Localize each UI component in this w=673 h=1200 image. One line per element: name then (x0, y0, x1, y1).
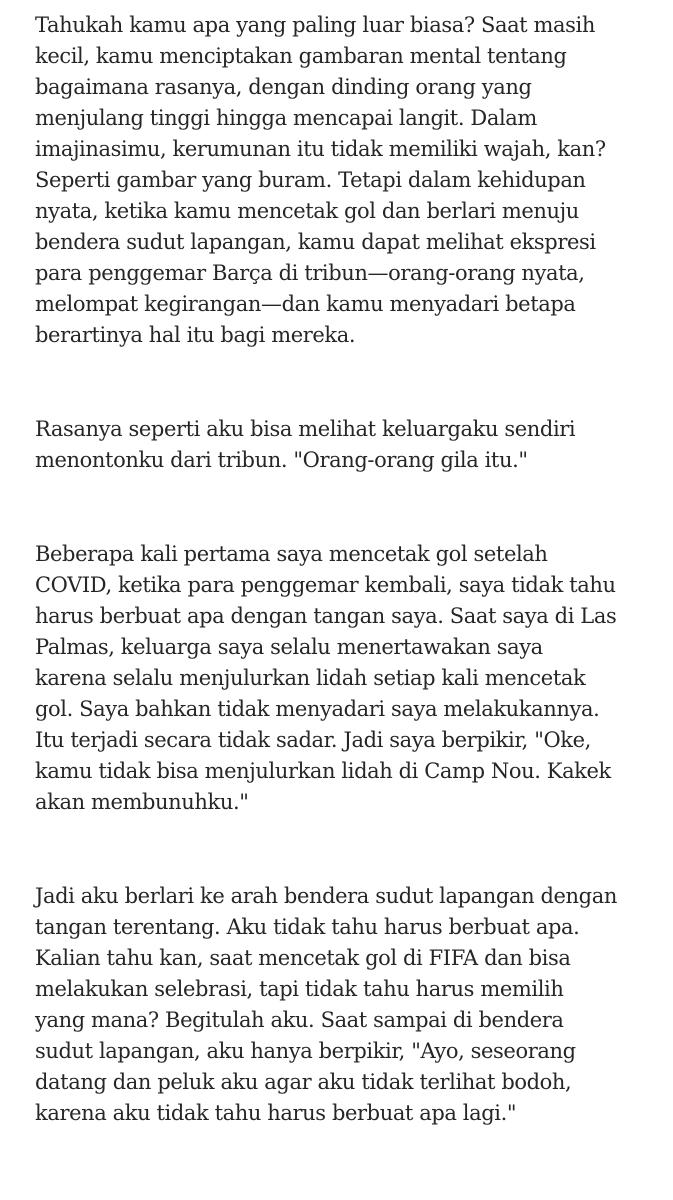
text-line: Tahukah kamu apa yang paling luar biasa? Saat masih (35, 13, 595, 37)
paragraph (35, 414, 659, 476)
text-line: yang mana? Begitulah aku. Saat sampai di bendera (35, 1008, 564, 1032)
text-line: nyata, ketika kamu mencetak gol dan berlari menuju (35, 199, 579, 223)
text-line: Jadi aku berlari ke arah bendera sudut lapangan dengan (35, 884, 617, 908)
text-line: Beberapa kali pertama saya mencetak gol setelah (35, 542, 548, 566)
paragraph (35, 539, 659, 818)
text-line: kamu tidak bisa menjulurkan lidah di Camp Nou. Kakek (35, 759, 611, 783)
text-line: melakukan selebrasi, tapi tidak tahu harus memilih (35, 977, 564, 1001)
text-line: sudut lapangan, aku hanya berpikir, "Ayo, seseorang (35, 1039, 576, 1063)
text-line: bendera sudut lapangan, kamu dapat melihat ekspresi (35, 230, 596, 254)
paragraph (35, 10, 659, 351)
text-line: menontonku dari tribun. "Orang-orang gila itu." (35, 448, 528, 472)
text-line: Palmas, keluarga saya selalu menertawakan saya (35, 635, 543, 659)
text-line: Rasanya seperti aku bisa melihat keluargaku sendiri (35, 417, 576, 441)
text-line: menjulang tinggi hingga mencapai langit. Dalam (35, 106, 537, 130)
text-line: imajinasimu, kerumunan itu tidak memiliki wajah, kan? (35, 137, 606, 161)
paragraph (35, 881, 659, 1129)
text-line: tangan terentang. Aku tidak tahu harus berbuat apa. (35, 915, 580, 939)
text-line: COVID, ketika para penggemar kembali, saya tidak tahu (35, 573, 616, 597)
text-line: karena selalu menjulurkan lidah setiap kali mencetak (35, 666, 586, 690)
text-line: para penggemar Barça di tribun—orang-orang nyata, (35, 261, 585, 285)
text-line: gol. Saya bahkan tidak menyadari saya melakukannya. (35, 697, 600, 721)
text-line: bagaimana rasanya, dengan dinding orang yang (35, 75, 532, 99)
text-line: Seperti gambar yang buram. Tetapi dalam kehidupan (35, 168, 586, 192)
text-line: karena aku tidak tahu harus berbuat apa lagi." (35, 1101, 517, 1125)
text-line: harus berbuat apa dengan tangan saya. Saat saya di Las (35, 604, 617, 628)
text-line: kecil, kamu menciptakan gambaran mental tentang (35, 44, 567, 68)
text-line: Kalian tahu kan, saat mencetak gol di FIFA dan bisa (35, 946, 571, 970)
text-line: akan membunuhku." (35, 790, 249, 814)
text-line: melompat kegirangan—dan kamu menyadari betapa (35, 292, 576, 316)
text-line: berartinya hal itu bagi mereka. (35, 323, 356, 347)
text-line: Itu terjadi secara tidak sadar. Jadi saya berpikir, "Oke, (35, 728, 591, 752)
text-line: datang dan peluk aku agar aku tidak terlihat bodoh, (35, 1070, 572, 1094)
